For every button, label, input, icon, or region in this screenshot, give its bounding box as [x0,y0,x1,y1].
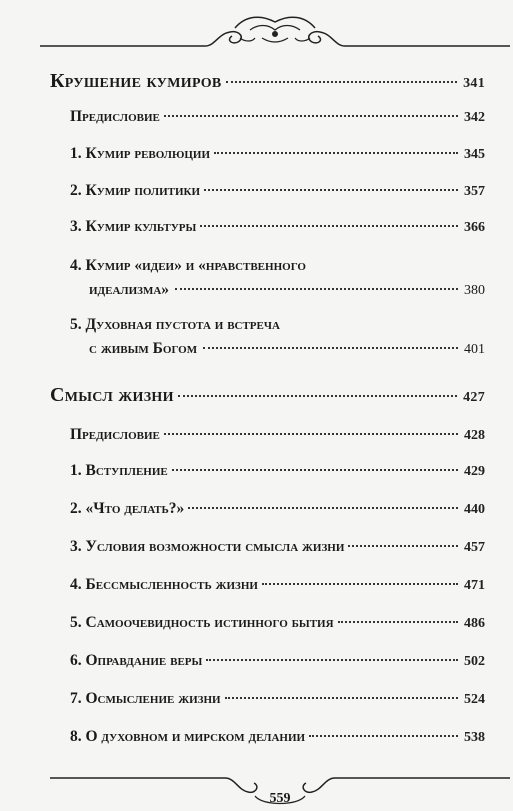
toc-section-heading [0,384,513,407]
entry-page-number: 342 [464,110,485,125]
toc-entry [0,462,513,480]
toc-entry [0,652,513,670]
entry-page-number: 366 [464,220,485,235]
toc-entry [0,690,513,708]
entry-title-line2: с живым Богом [89,340,198,357]
entry-page-number: 538 [464,730,485,745]
toc-entry [0,316,513,358]
toc-entry [0,728,513,746]
dot-leader [226,81,458,83]
section-title: Крушение кумиров [50,70,222,92]
section-title: Смысл жизни [50,384,174,406]
dot-leader [338,621,458,623]
dot-leader [348,545,458,547]
entry-title: 4. Бессмысленность жизни [70,576,258,593]
dot-leader [203,347,458,349]
toc-entry [0,576,513,594]
entry-title-line2: идеализма» [89,281,170,298]
entry-page-number: 486 [464,616,485,631]
entry-page-number: 429 [464,464,485,479]
section-page-number: 341 [463,76,485,91]
dot-leader [206,659,458,661]
entry-title: Предисловие [70,426,160,443]
section-page-number: 427 [463,390,485,405]
toc-entry [0,257,513,299]
entry-page-number: 457 [464,540,485,555]
dot-leader [214,152,458,154]
toc-entry [0,500,513,518]
entry-title: 2. «Что делать?» [70,500,185,517]
entry-title: 8. О духовном и мирском делании [70,728,306,745]
entry-page-number: 440 [464,502,485,517]
dot-leader [188,507,458,509]
dot-leader [309,735,458,737]
toc-entry [0,108,513,126]
dot-leader [262,583,458,585]
entry-title: 6. Оправдание веры [70,652,203,669]
entry-page-number: 345 [464,147,485,162]
entry-page-number: 380 [464,283,485,298]
toc-entry [0,218,513,236]
entry-title: 3. Кумир культуры [70,218,197,235]
entry-title: 2. Кумир политики [70,182,201,199]
toc-entry [0,538,513,556]
entry-title: 7. Осмысление жизни [70,690,221,707]
entry-title-line1: 5. Духовная пустота и встреча [70,316,280,333]
dot-leader [175,288,458,290]
dot-leader [172,469,458,471]
entry-page-number: 502 [464,654,485,669]
entry-title: 1. Вступление [70,462,168,479]
dot-leader [164,433,458,435]
entry-page-number: 428 [464,428,485,443]
entry-title: 1. Кумир революции [70,145,210,162]
entry-page-number: 524 [464,692,485,707]
dot-leader [200,225,458,227]
dot-leader [204,189,458,191]
entry-page-number: 471 [464,578,485,593]
page-number: 559 [269,791,291,806]
dot-leader [178,395,457,397]
entry-page-number: 401 [464,342,485,357]
toc-section-heading [0,70,513,93]
dot-leader [225,697,458,699]
entry-page-number: 357 [464,184,485,199]
entry-title: Предисловие [70,108,160,125]
toc-entry [0,182,513,200]
toc-entry [0,426,513,444]
toc-entry [0,614,513,632]
entry-title: 3. Условия возможности смысла жизни [70,538,345,555]
entry-title: 5. Самоочевидность истинного бытия [70,614,334,631]
toc-entry [0,145,513,163]
entry-title-line1: 4. Кумир «идеи» и «нравственного [70,257,306,274]
dot-leader [164,115,458,117]
footer-ornament [50,772,510,811]
